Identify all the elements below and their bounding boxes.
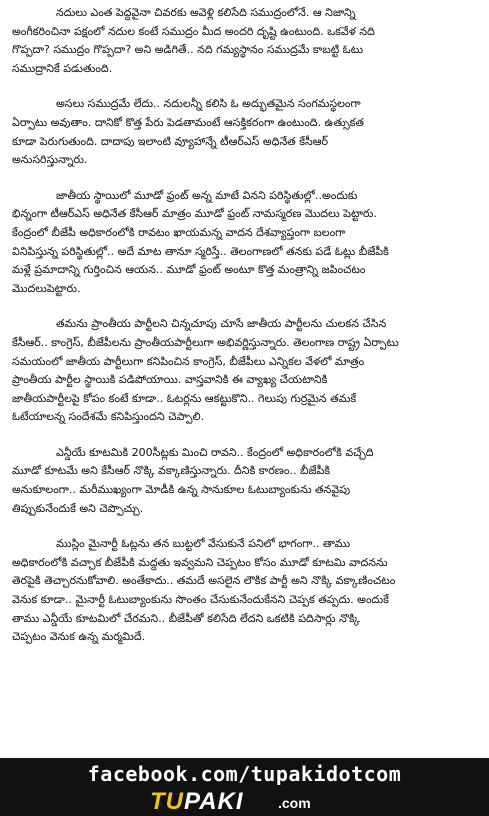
tupaki-logo bbox=[150, 788, 340, 814]
logo-part-tu: TU bbox=[150, 788, 184, 815]
paragraph-line: ప్రాంతీయ పార్టీల స్థాయికి పడిపోయాయి. వాస్తవానికి ఈ వ్యాఖ్య చేయటానికి bbox=[12, 373, 328, 387]
paragraph-line: తిప్పుకునేందుకే అని చెప్పొచ్చు. bbox=[12, 501, 144, 515]
paragraph-line: ఎన్డీయే కూటమికి 200సీట్లకు మించి రావని.. కేంద్రంలో అధికారంలోకి వచ్చేది bbox=[56, 445, 374, 459]
paragraph-line: అధికారంలోకి వచ్చాక బీజేపీకి మద్దతు ఇవ్వమని చెప్పటం కోసం మూడో కూటమి వాదనను bbox=[12, 555, 388, 569]
paragraph-line: చెప్పటం వెనుక ఉన్న మర్మమిదే. bbox=[12, 630, 146, 644]
paragraph-line: తాము ఎన్డీయే కూటమిలో చేరమని.. బీజేపీతో కలిసేది లేదని ఒకటికి పదిసార్లు నొక్కి bbox=[12, 611, 360, 625]
paragraph-line: వినిపిస్తున్న పరిస్థితుల్లో.. అదే మాట తానూ స్మరిస్తే.. తెలంగాణలో తనకు పడే ఓట్లు బీజేపీకి bbox=[12, 244, 389, 258]
paragraph-line: అసలు సముద్రమే లేదు.. నదులన్నీ కలిసి ఓ అద్భుతమైన సంగమస్థలంగా bbox=[56, 97, 361, 111]
paragraph-line: అనుకూలంగా.. మరీముఖ్యంగా మోడీకి ఉన్న సానుకూల ఓటుబ్యాంకును తనవైపు bbox=[12, 483, 351, 497]
paragraph-line: కేంద్రంలో బీజేపీ అధికారంలోకి రావటం ఖాయమన్న వాదన దేశవ్యాప్తంగా బలంగా bbox=[12, 225, 346, 239]
paragraph-line: జాతీయ స్థాయిలో మూడో ఫ్రంట్ అన్న మాటే వినని పరిస్థితుల్లో..అందుకు bbox=[56, 188, 358, 202]
paragraph-line: నదులు ఎంత పెద్దవైనా చివరకు అవెళ్లి కలిసేది సముద్రంలోనే. ఆ నిజాన్ని bbox=[56, 6, 356, 19]
paragraph-1 bbox=[12, 4, 479, 78]
paragraph-line: జాతీయపార్టీలపై కోపం కంటే కూడా.. ఓటర్లను ఆకట్టుకొని.. గెలుపు గుర్రమైన తమకే bbox=[12, 391, 357, 405]
watermark-footer bbox=[0, 758, 489, 816]
paragraph-line: భిన్నంగా టీఆర్ఎస్ అధినేత కేసీఆర్ మాత్రం మూడో ఫ్రంట్ నామస్మరణ మొదలు పెట్టారు. bbox=[12, 207, 377, 221]
paragraph-line: మళ్లే ప్రమాదాన్ని గుర్తించిన ఆయన.. మూడో ఫ్రంట్ అంటూ కొత్త మంత్రాన్ని జపించటం bbox=[12, 263, 366, 277]
paragraph-line: సముద్రానికే పడుతుంది. bbox=[12, 61, 113, 75]
paragraph-5 bbox=[12, 444, 479, 518]
paragraph-line: తెరపైకి తెచ్చారనుకోవాలి. అంతేకాదు.. తమదే అసలైన లౌకిక పార్టీ అని నొక్కి వక్కాణించటం bbox=[12, 574, 396, 588]
logo-domain: .com bbox=[278, 795, 311, 811]
paragraph-6 bbox=[12, 535, 479, 647]
paragraph-3 bbox=[12, 187, 479, 299]
paragraph-line: తమను ప్రాంతీయ పార్టీలని చిన్నచూపు చూసే జాతీయ పార్టీలను చులకన చేసిన bbox=[56, 317, 387, 331]
paragraph-line: కేసీఆర్.. కాంగ్రెస్, బీజేపీలను ప్రాంతీయపార్టీలుగా అభివర్ణిస్తున్నారు. తెలంగాణ రాష్ట్ర ఏర్పాటు bbox=[12, 335, 399, 349]
paragraph-line: కూడా పెరుగుతుంది. దాదాపు ఇలాంటి వ్యూహాన్నే టీఆర్ఎస్ అధినేత కేసీఆర్ bbox=[12, 134, 328, 148]
paragraph-line: ఓటేయాలన్న సందేశమే కనిపిస్తుందని చెప్పాలి. bbox=[12, 410, 205, 424]
paragraph-4 bbox=[12, 315, 479, 427]
paragraph-line: సమయంలో జాతీయ పార్టీలుగా కనిపించిన కాంగ్రెస్, బీజేపీలు ఎన్నికల వేళలో మాత్రం bbox=[12, 354, 365, 368]
paragraph-line: ఏర్పాటు అవుతాం. దానికో కొత్త పేరు పెడతామంటే ఆసక్తికరంగా ఉంటుంది. ఉత్సుకత bbox=[12, 115, 364, 129]
logo-part-paki: PAKI bbox=[184, 788, 244, 815]
paragraph-line: మూడో కూటమే అని కేసీఆర్ నొక్కి వక్కాణిస్తున్నారు. దీనికి కారణం.. బీజేపీకి bbox=[12, 464, 331, 478]
logo-wordmark bbox=[150, 788, 244, 816]
paragraph-line: మొదలుపెట్టారు. bbox=[12, 281, 81, 295]
paragraph-line: అంగీకరించినా పక్షంలో నదుల కంటే సముద్రం మీద అందరి దృష్టి ఉంటుంది. ఒకవేళ నది bbox=[12, 24, 375, 38]
paragraph-line: గొప్పదా? సముద్రం గొప్పదా? అని అడిగితే.. నది గమ్యస్థానం సముద్రమే కాబట్టి ఓటు bbox=[12, 43, 364, 57]
paragraph-line: అనుసరిస్తున్నారు. bbox=[12, 153, 88, 167]
paragraph-2 bbox=[12, 95, 479, 169]
paragraph-line: ముస్లిం మైనార్టీ ఓట్లను తన బుట్టలో వేసుకునే పనిలో భాగంగా.. తాము bbox=[56, 537, 351, 551]
facebook-url: facebook.com/tupakidotcom bbox=[87, 762, 402, 786]
paragraph-line: వెనుక కూడా.. మైనార్టీ ఓటుబ్యాంకును సొంతం చేసుకునేందుకేనని చెప్పక తప్పదు. అందుకే bbox=[12, 593, 389, 607]
